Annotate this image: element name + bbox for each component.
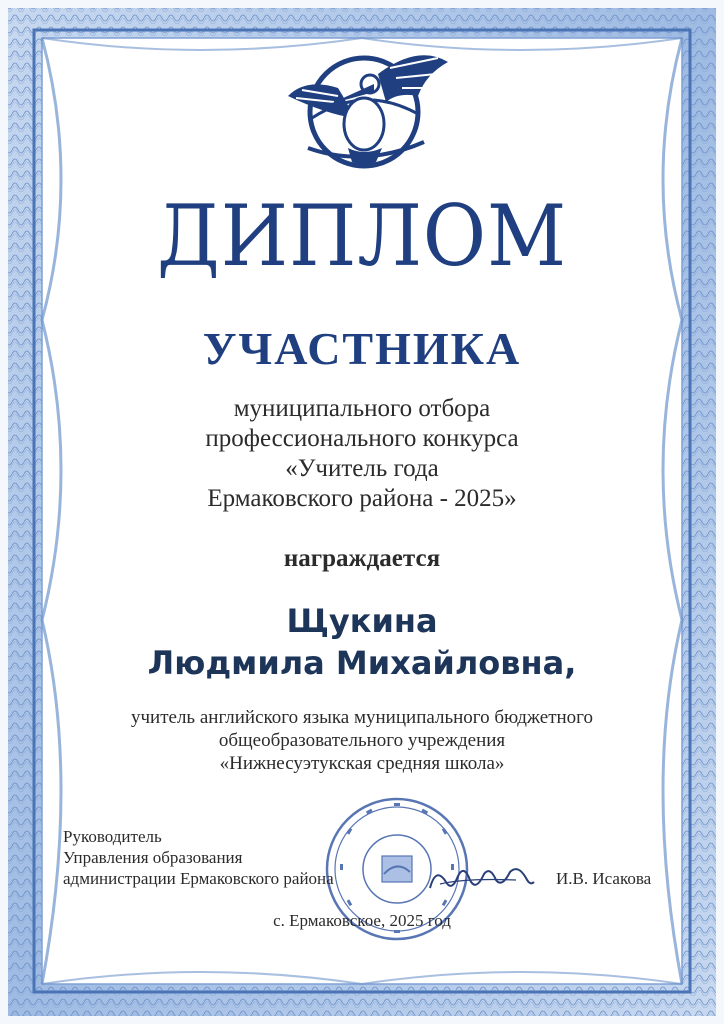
description-line: профессионального конкурса [205, 425, 519, 452]
awarded-label: награждается [283, 545, 441, 572]
position-line: учитель английского языка муниципального бюджетного [130, 707, 594, 728]
position-line: общеобразовательного учреждения [218, 730, 506, 751]
contest-description [0, 394, 724, 514]
recipient-name [0, 600, 724, 684]
diploma-subtitle: УЧАСТНИКА [202, 323, 522, 374]
recipient-given-names: Людмила Михайловна, [147, 644, 577, 682]
diploma-title: ДИПЛОМ [156, 187, 568, 285]
description-line: «Учитель года [285, 455, 439, 482]
handwritten-signature-icon [426, 858, 536, 898]
signatory-name: И.В. Исакова [556, 869, 652, 888]
description-line: муниципального отбора [233, 395, 491, 422]
signatory-line: администрации Ермаковского района [63, 869, 334, 888]
recipient-position [0, 706, 724, 775]
signatory-line: Руководитель [63, 827, 162, 846]
signatory-title [63, 826, 393, 889]
pelican-logo-icon [278, 44, 450, 172]
description-line: Ермаковского района - 2025» [207, 485, 517, 512]
place-and-year: с. Ермаковское, 2025 год [273, 911, 451, 930]
position-line: «Нижнесуэтукская средняя школа» [219, 753, 505, 774]
recipient-surname: Щукина [286, 602, 438, 640]
signatory-line: Управления образования [63, 848, 243, 867]
